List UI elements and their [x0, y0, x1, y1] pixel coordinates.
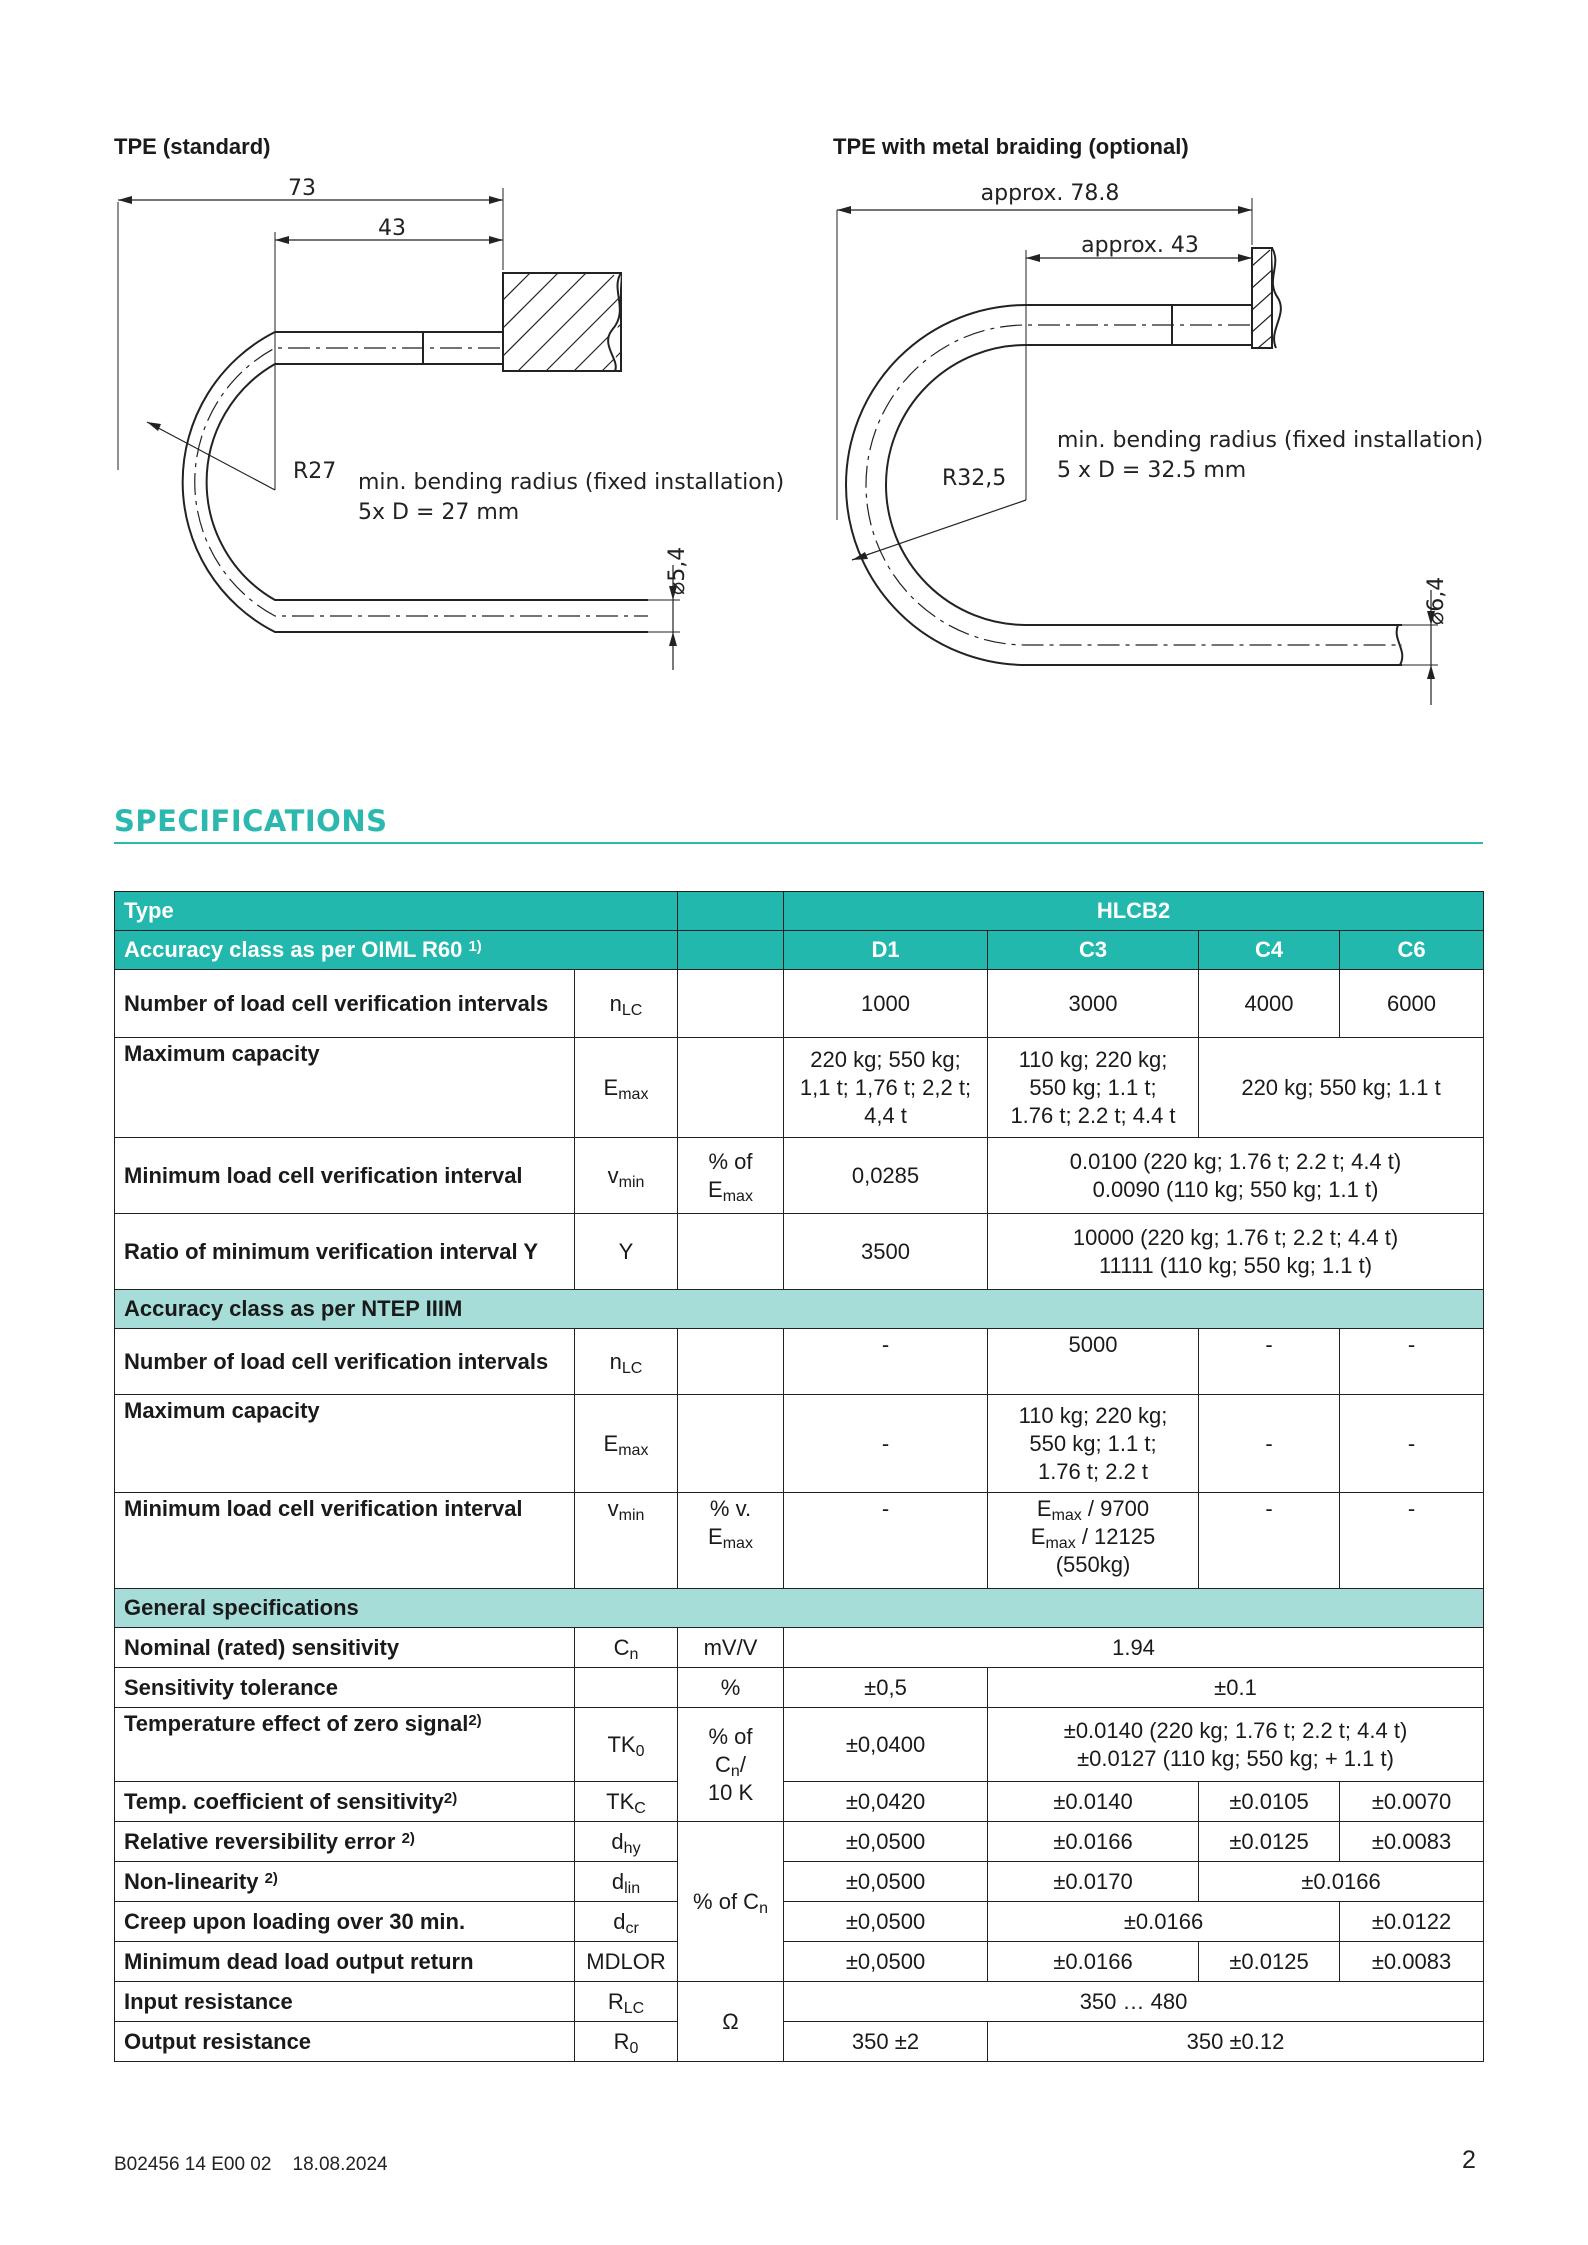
- cell-value: 0.0100 (220 kg; 1.76 t; 2.2 t; 4.4 t) 0.0090 (110 kg; 550 kg; 1.1 t): [988, 1138, 1484, 1214]
- cell-value: ±0.1: [988, 1668, 1484, 1708]
- cell-value: 5000: [988, 1329, 1199, 1395]
- row-symbol: $TK_C$: [575, 1782, 678, 1822]
- cell-value: 3000: [988, 970, 1199, 1038]
- cell-value: $E_{max} / 9700$ $E_{max} / 12125$ (550kg): [988, 1493, 1199, 1589]
- cell-value: ±0,0500: [784, 1902, 988, 1942]
- cell-value: -: [784, 1395, 988, 1493]
- row-label: Minimum dead load output return: [115, 1942, 575, 1982]
- left-drawing-title: TPE (standard): [114, 134, 271, 159]
- class-d1: D1: [784, 931, 988, 970]
- row-label: Maximum capacity: [115, 1038, 575, 1138]
- right-dim-inner: approx. 43: [1081, 233, 1199, 258]
- row-label: Number of load cell verification intervals: [115, 1329, 575, 1395]
- row-label: Relative reversibility error $^{2)}$: [115, 1822, 575, 1862]
- left-note-line1: min. bending radius (fixed installation): [358, 470, 785, 495]
- left-dim-overall: 73: [288, 176, 316, 201]
- table-row: [115, 1708, 1484, 1782]
- row-unit: mV/V: [678, 1628, 784, 1668]
- table-row: [115, 892, 1484, 931]
- row-label: Number of load cell verification intervals: [115, 970, 575, 1038]
- cell-value: 1000: [784, 970, 988, 1038]
- table-row: [115, 1942, 1484, 1982]
- general-band-label: General specifications: [115, 1589, 1484, 1628]
- row-symbol: $R_0$: [575, 2022, 678, 2062]
- row-unit: % of $C_n$: [678, 1822, 784, 1982]
- table-row: [115, 1395, 1484, 1493]
- cell-value: ±0.0140: [988, 1782, 1199, 1822]
- table-row: [115, 2022, 1484, 2062]
- cell-value: 350 ±2: [784, 2022, 988, 2062]
- cell-value: ±0.0166: [988, 1942, 1199, 1982]
- row-symbol: $n_{LC}$: [575, 1329, 678, 1395]
- cell-value: -: [1199, 1329, 1340, 1395]
- section-divider: [114, 842, 1483, 844]
- row-label: Minimum load cell verification interval: [115, 1138, 575, 1214]
- table-row: [115, 1902, 1484, 1942]
- cell-value: -: [1340, 1493, 1484, 1589]
- class-c3: C3: [988, 931, 1199, 970]
- cell-value: ±0.0125: [1199, 1822, 1340, 1862]
- cell-value: -: [1340, 1395, 1484, 1493]
- cell-value: ±0.0083: [1340, 1822, 1484, 1862]
- cell-value: 110 kg; 220 kg; 550 kg; 1.1 t; 1.76 t; 2.2 t: [988, 1395, 1199, 1493]
- row-symbol: $E_{max}$: [575, 1038, 678, 1138]
- table-row: [115, 931, 1484, 970]
- row-label: Sensitivity tolerance: [115, 1668, 575, 1708]
- section-title: SPECIFICATIONS: [114, 804, 388, 838]
- type-value: HLCB2: [784, 892, 1484, 931]
- class-c4: C4: [1199, 931, 1340, 970]
- cell-value: 110 kg; 220 kg; 550 kg; 1.1 t; 1.76 t; 2.2 t; 4.4 t: [988, 1038, 1199, 1138]
- specifications-table: [114, 891, 1484, 2062]
- right-dim-overall: approx. 78.8: [980, 181, 1120, 206]
- cell-value: 0,0285: [784, 1138, 988, 1214]
- cell-value: ±0.0170: [988, 1862, 1199, 1902]
- left-note-line2: 5x D = 27 mm: [358, 500, 520, 525]
- row-symbol: $E_{max}$: [575, 1395, 678, 1493]
- row-label: Non-linearity $^{2)}$: [115, 1862, 575, 1902]
- table-row: [115, 1290, 1484, 1329]
- row-label: Ratio of minimum verification interval Y: [115, 1214, 575, 1290]
- table-row: [115, 1822, 1484, 1862]
- cell-value: ±0,0420: [784, 1782, 988, 1822]
- table-row: [115, 1862, 1484, 1902]
- right-diameter-label: ⌀6,4: [1424, 576, 1449, 625]
- cell-value: 6000: [1340, 970, 1484, 1038]
- row-unit: %: [678, 1668, 784, 1708]
- left-radius-label: R27: [293, 459, 337, 484]
- left-diameter-label: ⌀5,4: [665, 546, 690, 595]
- cell-value: ±0.0122: [1340, 1902, 1484, 1942]
- row-unit: % of $C_n/$ 10 K: [678, 1708, 784, 1822]
- right-note-line2: 5 x D = 32.5 mm: [1057, 458, 1247, 483]
- page-number: 2: [1462, 2146, 1476, 2174]
- row-unit: Ω: [678, 1982, 784, 2062]
- document-id: B02456 14 E00 02 18.08.2024: [114, 2154, 388, 2175]
- row-label: Temp. coefficient of sensitivity$^{2)}$: [115, 1782, 575, 1822]
- table-row: [115, 1668, 1484, 1708]
- left-dim-inner: 43: [378, 216, 406, 241]
- right-radius-label: R32,5: [942, 466, 1007, 491]
- cell-value: -: [1199, 1395, 1340, 1493]
- cell-value: 3500: [784, 1214, 988, 1290]
- cell-value: ±0.0140 (220 kg; 1.76 t; 2.2 t; 4.4 t) ±0.0127 (110 kg; 550 kg; + 1.1 t): [988, 1708, 1484, 1782]
- table-row: [115, 1329, 1484, 1395]
- table-row: [115, 1982, 1484, 2022]
- row-symbol: $d_{lin}$: [575, 1862, 678, 1902]
- row-symbol: $d_{hy}$: [575, 1822, 678, 1862]
- row-label: Minimum load cell verification interval: [115, 1493, 575, 1589]
- cell-value: ±0,5: [784, 1668, 988, 1708]
- table-row: [115, 1589, 1484, 1628]
- table-row: [115, 1782, 1484, 1822]
- table-row: [115, 1138, 1484, 1214]
- row-unit: % of $E_{max}$: [678, 1138, 784, 1214]
- cell-value: ±0.0166: [1199, 1862, 1484, 1902]
- oiml-label: Accuracy class as per OIML R60 $^{1)}$: [115, 931, 678, 970]
- cell-value: ±0,0400: [784, 1708, 988, 1782]
- row-symbol: $R_{LC}$: [575, 1982, 678, 2022]
- cell-value: -: [1199, 1493, 1340, 1589]
- row-symbol: $TK_0$: [575, 1708, 678, 1782]
- cell-value: ±0.0166: [988, 1822, 1199, 1862]
- table-row: [115, 1493, 1484, 1589]
- row-symbol: $n_{LC}$: [575, 970, 678, 1038]
- table-row: [115, 1214, 1484, 1290]
- cell-value: -: [784, 1329, 988, 1395]
- right-drawing-title: TPE with metal braiding (optional): [833, 134, 1189, 159]
- cell-value: 350 … 480: [784, 1982, 1484, 2022]
- ntep-band-label: Accuracy class as per NTEP IIIM: [115, 1290, 1484, 1329]
- row-label: Input resistance: [115, 1982, 575, 2022]
- row-symbol: $C_n$: [575, 1628, 678, 1668]
- table-row: [115, 1038, 1484, 1138]
- row-symbol: $d_{cr}$: [575, 1902, 678, 1942]
- row-label: Creep upon loading over 30 min.: [115, 1902, 575, 1942]
- cell-value: 220 kg; 550 kg; 1,1 t; 1,76 t; 2,2 t; 4,4 t: [784, 1038, 988, 1138]
- cell-value: ±0,0500: [784, 1822, 988, 1862]
- cell-value: ±0.0083: [1340, 1942, 1484, 1982]
- cell-value: ±0.0166: [988, 1902, 1340, 1942]
- cell-value: ±0,0500: [784, 1862, 988, 1902]
- class-c6: C6: [1340, 931, 1484, 970]
- cell-value: -: [1340, 1329, 1484, 1395]
- cell-value: 220 kg; 550 kg; 1.1 t: [1199, 1038, 1484, 1138]
- row-label: Nominal (rated) sensitivity: [115, 1628, 575, 1668]
- cell-value: ±0.0125: [1199, 1942, 1340, 1982]
- row-symbol: MDLOR: [575, 1942, 678, 1982]
- cell-value: 4000: [1199, 970, 1340, 1038]
- tpe-braided-cable-drawing: [820, 170, 1520, 730]
- table-row: [115, 970, 1484, 1038]
- cell-value: ±0,0500: [784, 1942, 988, 1982]
- table-row: [115, 1628, 1484, 1668]
- type-label: Type: [115, 892, 678, 931]
- cell-value: 1.94: [784, 1628, 1484, 1668]
- row-symbol: $v_{min}$: [575, 1138, 678, 1214]
- row-label: Output resistance: [115, 2022, 575, 2062]
- row-symbol: $v_{min}$: [575, 1493, 678, 1589]
- right-note-line1: min. bending radius (fixed installation): [1057, 428, 1484, 453]
- tpe-standard-cable-drawing: [100, 170, 800, 690]
- row-label: Temperature effect of zero signal$^{2)}$: [115, 1708, 575, 1782]
- cell-value: 350 ±0.12: [988, 2022, 1484, 2062]
- row-unit: % v. $E_{max}$: [678, 1493, 784, 1589]
- cell-value: -: [784, 1493, 988, 1589]
- row-label: Maximum capacity: [115, 1395, 575, 1493]
- cell-value: 10000 (220 kg; 1.76 t; 2.2 t; 4.4 t) 11111 (110 kg; 550 kg; 1.1 t): [988, 1214, 1484, 1290]
- cell-value: ±0.0105: [1199, 1782, 1340, 1822]
- row-symbol: Y: [575, 1214, 678, 1290]
- cell-value: ±0.0070: [1340, 1782, 1484, 1822]
